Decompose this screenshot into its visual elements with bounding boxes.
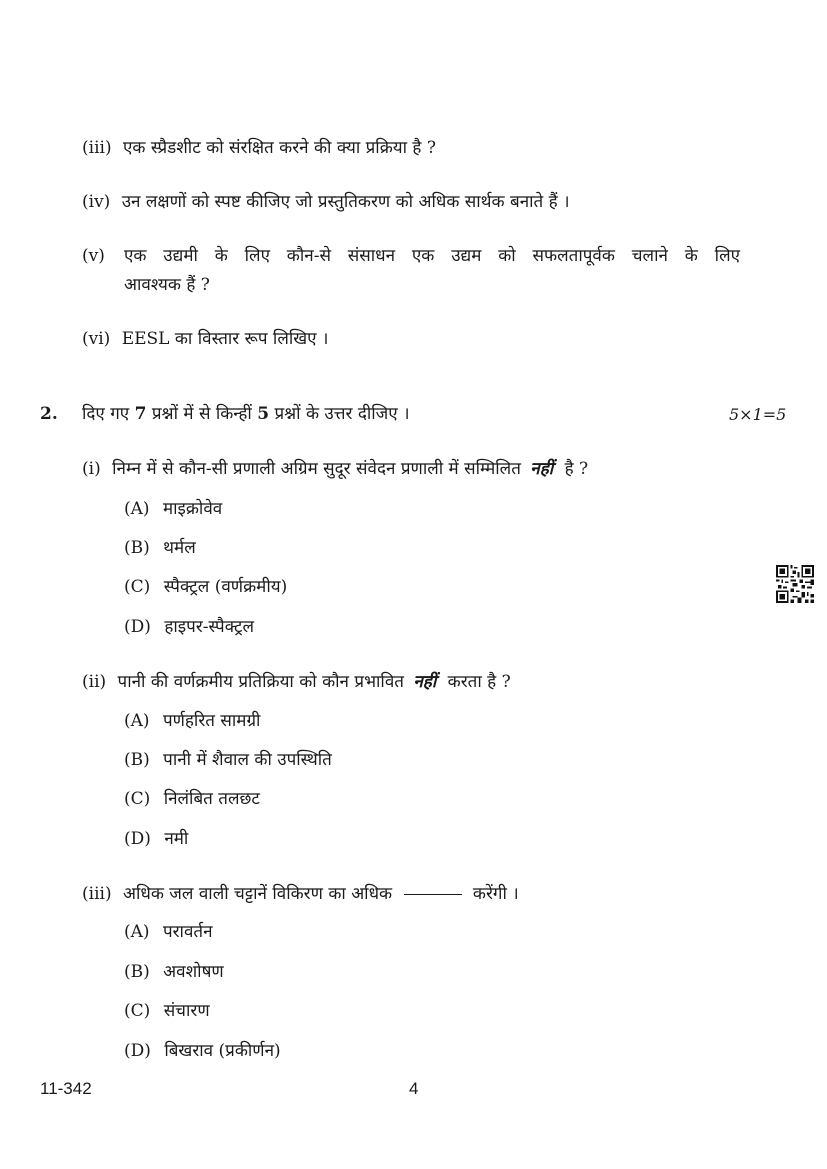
instruction-part: प्रश्नों में से किन्हीं	[151, 404, 252, 424]
option-text: माइक्रोवेव	[162, 499, 223, 519]
sub-question-number: (i)	[82, 459, 101, 479]
option-label: (A)	[124, 499, 150, 519]
option-b	[124, 537, 196, 559]
option-b	[124, 961, 224, 983]
q1-item-v-line2	[124, 274, 210, 296]
sub-question-text-end: करता है ?	[447, 672, 511, 692]
sub-question-ii	[82, 671, 511, 693]
option-c	[124, 1000, 210, 1022]
sub-question-number: (ii)	[82, 672, 107, 692]
sub-question-text: निम्न में से कौन-सी प्रणाली अग्रिम सुदूर संवेदन प्रणाली में सम्मिलित	[112, 459, 521, 479]
option-d	[124, 1040, 281, 1062]
option-text: हाइपर-स्पैक्ट्रल	[164, 617, 255, 637]
sub-question-i	[82, 458, 588, 480]
sub-question-text-end: करेंगी ।	[472, 884, 519, 904]
q1-item-v-line1	[124, 245, 740, 267]
option-text: निलंबित तलछट	[163, 789, 260, 809]
option-text: थर्मल	[163, 538, 196, 558]
option-c	[124, 576, 287, 598]
sub-question-number: (iii)	[82, 884, 112, 904]
question-number: 2.	[40, 404, 58, 424]
option-text: नमी	[164, 829, 189, 849]
option-b	[124, 749, 332, 771]
fill-in-blank	[404, 894, 462, 895]
sub-question-iii	[82, 883, 519, 905]
option-text: अवशोषण	[163, 962, 224, 982]
item-number: (v)	[82, 246, 105, 266]
option-text: बिखराव (प्रकीर्णन)	[164, 1041, 281, 1061]
option-text: परावर्तन	[162, 922, 213, 942]
item-number: (vi)	[82, 329, 111, 349]
q1-item-v	[82, 245, 105, 267]
option-a	[124, 921, 213, 943]
page-number: 4	[409, 1079, 419, 1098]
option-text: पर्णहरित सामग्री	[162, 711, 261, 731]
sub-question-text: पानी की वर्णक्रमीय प्रतिक्रिया को कौन प्रभावित	[117, 672, 404, 692]
option-a	[124, 498, 222, 520]
question-2-instruction	[82, 403, 410, 425]
option-label: (B)	[124, 538, 150, 558]
item-number: (iii)	[82, 138, 112, 158]
option-text: संचारण	[163, 1001, 210, 1021]
question-count-answer: 5	[257, 404, 270, 424]
instruction-part: दिए गए	[82, 404, 130, 424]
option-text: पानी में शैवाल की उपस्थिति	[163, 750, 332, 770]
option-c	[124, 788, 260, 810]
q1-item-iii	[82, 137, 436, 159]
option-label: (D)	[124, 829, 151, 849]
sub-question-text-end: है ?	[564, 459, 589, 479]
item-text: उन लक्षणों को स्पष्ट कीजिए जो प्रस्तुतिकरण को अधिक सार्थक बनाते हैं ।	[121, 192, 570, 212]
option-d	[124, 828, 188, 850]
option-a	[124, 710, 260, 732]
option-text: स्पैक्ट्रल (वर्णक्रमीय)	[163, 577, 288, 597]
sub-question-text: अधिक जल वाली चट्टानें विकिरण का अधिक	[122, 884, 393, 904]
option-label: (D)	[124, 617, 151, 637]
marks-allocation: 5×1=5	[729, 405, 787, 424]
qr-code-icon	[776, 565, 814, 603]
option-label: (C)	[124, 577, 151, 597]
option-label: (C)	[124, 1001, 151, 1021]
emphasis-text: नहीं	[530, 459, 554, 479]
q1-item-vi	[82, 328, 328, 350]
question-count-total: 7	[134, 404, 147, 424]
option-label: (A)	[124, 922, 150, 942]
option-label: (B)	[124, 962, 150, 982]
q1-item-iv	[82, 191, 570, 213]
item-text: एक स्प्रैडशीट को संरक्षित करने की क्या प्रक्रिया है ?	[122, 138, 436, 158]
paper-code: 11-342	[40, 1079, 92, 1098]
option-label: (D)	[124, 1041, 151, 1061]
item-text-line2: आवश्यक हैं ?	[124, 275, 210, 295]
option-label: (A)	[124, 711, 150, 731]
item-number: (iv)	[82, 192, 111, 212]
option-label: (B)	[124, 750, 150, 770]
emphasis-text: नहीं	[413, 672, 437, 692]
option-d	[124, 616, 254, 638]
instruction-part: प्रश्नों के उत्तर दीजिए ।	[274, 404, 410, 424]
item-text: EESL का विस्तार रूप लिखिए ।	[121, 329, 329, 349]
item-text-line1: एक उद्यमी के लिए कौन-से संसाधन एक उद्यम को सफलतापूर्वक चलाने के लिए	[124, 246, 740, 266]
option-label: (C)	[124, 789, 151, 809]
